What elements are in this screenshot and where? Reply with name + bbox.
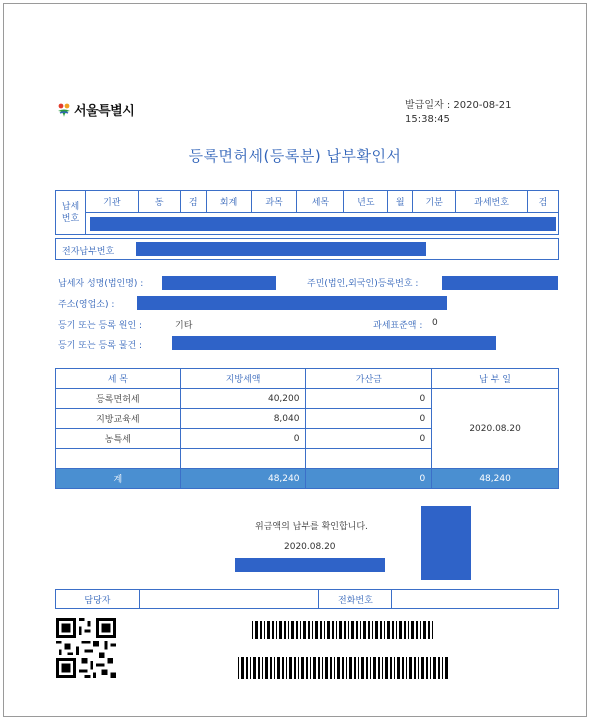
row-surcharge: 0 — [306, 389, 432, 409]
payment-date: 2020.08.20 — [432, 389, 559, 469]
seoul-logo-icon — [56, 102, 72, 118]
col-period: 기분 — [413, 191, 456, 213]
redacted-registration-number — [442, 276, 558, 290]
tax-number-value-cell — [85, 213, 558, 235]
electronic-payment-box — [55, 238, 559, 260]
issue-date: 2020-08-21 — [453, 100, 512, 111]
barcode-top — [252, 621, 437, 639]
col-year: 년도 — [344, 191, 388, 213]
qr-code — [56, 618, 116, 678]
issue-time: 15:38:45 — [405, 114, 450, 125]
row-tax: 8,040 — [180, 409, 306, 429]
registration-cause-label: 등기 또는 등록 원인 : — [58, 321, 143, 331]
tax-standard-value: 0 — [432, 318, 438, 328]
header-local-tax: 지방세액 — [180, 369, 306, 389]
taxpayer-name-label: 납세자 성명(법인명) : — [58, 279, 144, 289]
col-subject: 과목 — [251, 191, 297, 213]
row-surcharge: 0 — [306, 409, 432, 429]
tax-number-table — [55, 190, 559, 235]
phone-value — [392, 590, 559, 609]
seoul-logo — [56, 100, 134, 119]
logo-text: 서울특별시 — [74, 104, 135, 119]
issue-label: 발급일자 : — [405, 100, 451, 111]
redacted-address — [137, 296, 447, 310]
redacted-tax-number — [90, 217, 556, 231]
registration-object-label: 등기 또는 등록 물건 : — [58, 341, 143, 351]
manager-label: 담당자 — [56, 590, 140, 609]
table-row — [56, 389, 559, 409]
redacted-issuer — [235, 558, 385, 572]
document-title: 등록면허세(등록분) 납부확인서 — [188, 147, 402, 165]
electronic-payment-label: 전자납부번호 — [62, 247, 115, 257]
barcode-bottom — [238, 657, 450, 679]
row-tax: 40,200 — [180, 389, 306, 409]
col-month: 월 — [388, 191, 413, 213]
issue-info — [405, 99, 512, 127]
row-tax: 0 — [180, 429, 306, 449]
total-row — [56, 469, 559, 489]
header-tax-item: 세 목 — [56, 369, 181, 389]
tax-number-row-label — [56, 191, 86, 235]
registration-number-label: 주민(법인,외국인)등록번호 : — [307, 279, 419, 289]
tax-number-value-row — [56, 213, 559, 235]
contact-table — [55, 589, 559, 609]
redacted-taxpayer-name — [162, 276, 276, 290]
amount-header-row — [56, 369, 559, 389]
amount-table — [55, 368, 559, 489]
col-tax-serial: 과세번호 — [456, 191, 528, 213]
row-item — [56, 449, 181, 469]
row-item: 농특세 — [56, 429, 181, 449]
col-agency: 기관 — [85, 191, 138, 213]
row-label-line2: 번호 — [61, 213, 80, 224]
row-surcharge: 0 — [306, 429, 432, 449]
total-tax: 48,240 — [180, 469, 306, 489]
address-label: 주소(영업소) : — [58, 300, 115, 310]
row-tax — [180, 449, 306, 469]
tax-number-header-row — [56, 191, 559, 213]
phone-label: 전화번호 — [319, 590, 392, 609]
col-account: 회계 — [206, 191, 251, 213]
confirmation-date: 2020.08.20 — [284, 542, 336, 552]
registration-cause-value: 기타 — [175, 321, 193, 331]
manager-value — [139, 590, 319, 609]
row-item: 지방교육세 — [56, 409, 181, 429]
total-surcharge: 0 — [306, 469, 432, 489]
row-surcharge — [306, 449, 432, 469]
header-payment-date: 납 부 일 — [432, 369, 559, 389]
total-label: 계 — [56, 469, 181, 489]
redacted-registration-object — [172, 336, 496, 350]
col-dong: 동 — [138, 191, 180, 213]
col-check1: 검 — [180, 191, 206, 213]
header-surcharge: 가산금 — [306, 369, 432, 389]
total-paid: 48,240 — [432, 469, 559, 489]
contact-row — [56, 590, 559, 609]
confirmation-text: 위금액의 납부를 확인합니다. — [255, 522, 368, 532]
redacted-seal — [421, 506, 471, 580]
tax-standard-label: 과세표준액 : — [373, 321, 423, 331]
redacted-electronic-payment-number — [136, 242, 426, 256]
row-item: 등록면허세 — [56, 389, 181, 409]
col-tax-item: 세목 — [297, 191, 344, 213]
col-check2: 검 — [527, 191, 558, 213]
row-label-line1: 납세 — [61, 201, 80, 212]
